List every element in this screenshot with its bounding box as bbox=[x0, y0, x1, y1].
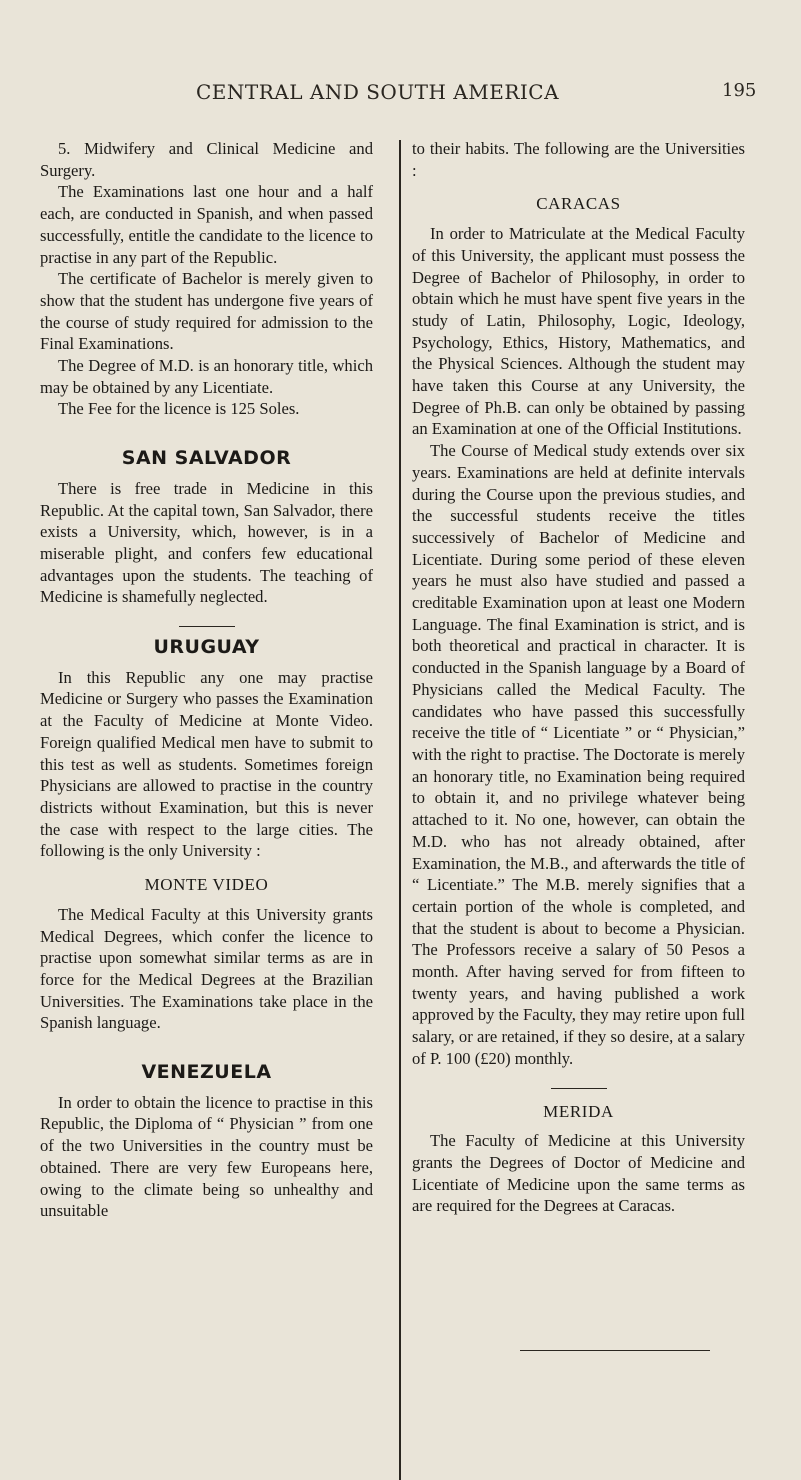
paragraph: In order to obtain the licence to practise in this Republic, the Diploma of “ Physician ” from one of the two Universities in the country must be obtained. There are very few Europeans here, owing to the climate being so unhealthy and unsuitable bbox=[40, 1092, 373, 1221]
column-divider bbox=[399, 140, 401, 1480]
subsection-heading-merida: MERIDA bbox=[543, 1101, 614, 1121]
section-heading-san-salvador: SAN SALVADOR bbox=[121, 447, 292, 470]
paragraph: The certificate of Bachelor is merely given to show that the student has undergone five years of the course of study required for admission to the Final Examinations. bbox=[40, 269, 373, 354]
footer-rule bbox=[520, 1350, 710, 1351]
left-column bbox=[40, 138, 373, 1222]
paragraph: to their habits. The following are the Universities : bbox=[412, 139, 745, 180]
paragraph: 5. Midwifery and Clinical Medicine and Surgery. bbox=[40, 139, 373, 180]
paragraph: In this Republic any one may practise Medicine or Surgery who passes the Examination at the Faculty of Medicine at Monte Video. Foreign qualified Medical men have to submit to this test as well as students. Sometimes foreign Physicians are allowed to practise in the country districts without Examination, but this is never the case with respect to the large cities. The following is the only University : bbox=[40, 667, 373, 861]
section-heading-uruguay: URUGUAY bbox=[153, 636, 260, 659]
running-head: CENTRAL AND SOUTH AMERICA bbox=[196, 80, 560, 104]
section-divider bbox=[179, 626, 235, 627]
paragraph: The Faculty of Medicine at this University grants the Degrees of Doctor of Medicine and Licentiate of Medicine upon the same terms as are required for the Degrees at Caracas. bbox=[412, 1131, 745, 1216]
section-divider bbox=[551, 1088, 607, 1089]
paragraph: The Examinations last one hour and a half each, are conducted in Spanish, and when passed successfully, entitle the candidate to the licence to practise in any part of the Republic. bbox=[40, 182, 373, 267]
paragraph: The Fee for the licence is 125 Soles. bbox=[58, 399, 300, 419]
paragraph: The Medical Faculty at this University grants Medical Degrees, which confer the licence to practise upon somewhat similar terms as are in force for the Medical Degrees at the Brazilian Universities. The Examinations take place in the Spanish language. bbox=[40, 904, 373, 1033]
section-heading-venezuela: VENEZUELA bbox=[141, 1061, 272, 1084]
subsection-heading-monte-video: MONTE VIDEO bbox=[144, 875, 269, 895]
paragraph: There is free trade in Medicine in this Republic. At the capital town, San Salvador, there exists a University, which, however, is in a miserable plight, and confers few educational advantages upon the students. The teaching of Medicine is shamefully neglected. bbox=[40, 478, 373, 607]
paragraph: The Degree of M.D. is an honorary title, which may be obtained by any Licentiate. bbox=[40, 356, 373, 397]
paragraph: In order to Matriculate at the Medical Faculty of this University, the applicant must possess the Degree of Bachelor of Philosophy, in order to obtain which he must have spent five years in the study of Latin, Philosophy, Logic, Ideology, Psychology, Ethics, History, Mathematics, and the Physical Sciences. Although the student may have taken this Course at any University, the Degree of Ph.B. can only be obtained by passing an Examination at one of the Official Institutions. bbox=[412, 224, 745, 439]
paragraph: The Course of Medical study extends over six years. Examinations are held at definite intervals during the Course upon the previous studies, and the successful students receive the titles successively of Bachelor of Medicine and Licentiate. During some period of these eleven years he must also have studied and passed a creditable Examination upon at least one Modern Language. The final Examination is strict, and is both theoretical and practical in character. It is conducted in the Spanish language by a Board of Physicians called the Medical Faculty. The candidates who have passed this successfully receive the title of “ Licentiate ” or “ Physician,” with the right to practise. The Doctorate is merely an honorary title, no Examination being required to obtain it, and no privilege whatever being attached to it. No one, however, can obtain the M.D. who has not already obtained, after Examination, the M.B., and afterwards the title of “ Licentiate.” The M.B. merely signifies that a certain portion of the whole is completed, and that the student is about to become a Physician. The Professors receive a salary of 50 Pesos a month. After having served for from fifteen to twenty years, and having published a work approved by the Faculty, they may retire upon full salary, or are retained, if they so desire, at a salary of P. 100 (£20) monthly. bbox=[412, 441, 746, 1068]
subsection-heading-caracas: CARACAS bbox=[536, 194, 621, 214]
page-number: 195 bbox=[722, 80, 757, 101]
page-header bbox=[0, 72, 801, 106]
right-column bbox=[412, 138, 745, 1217]
